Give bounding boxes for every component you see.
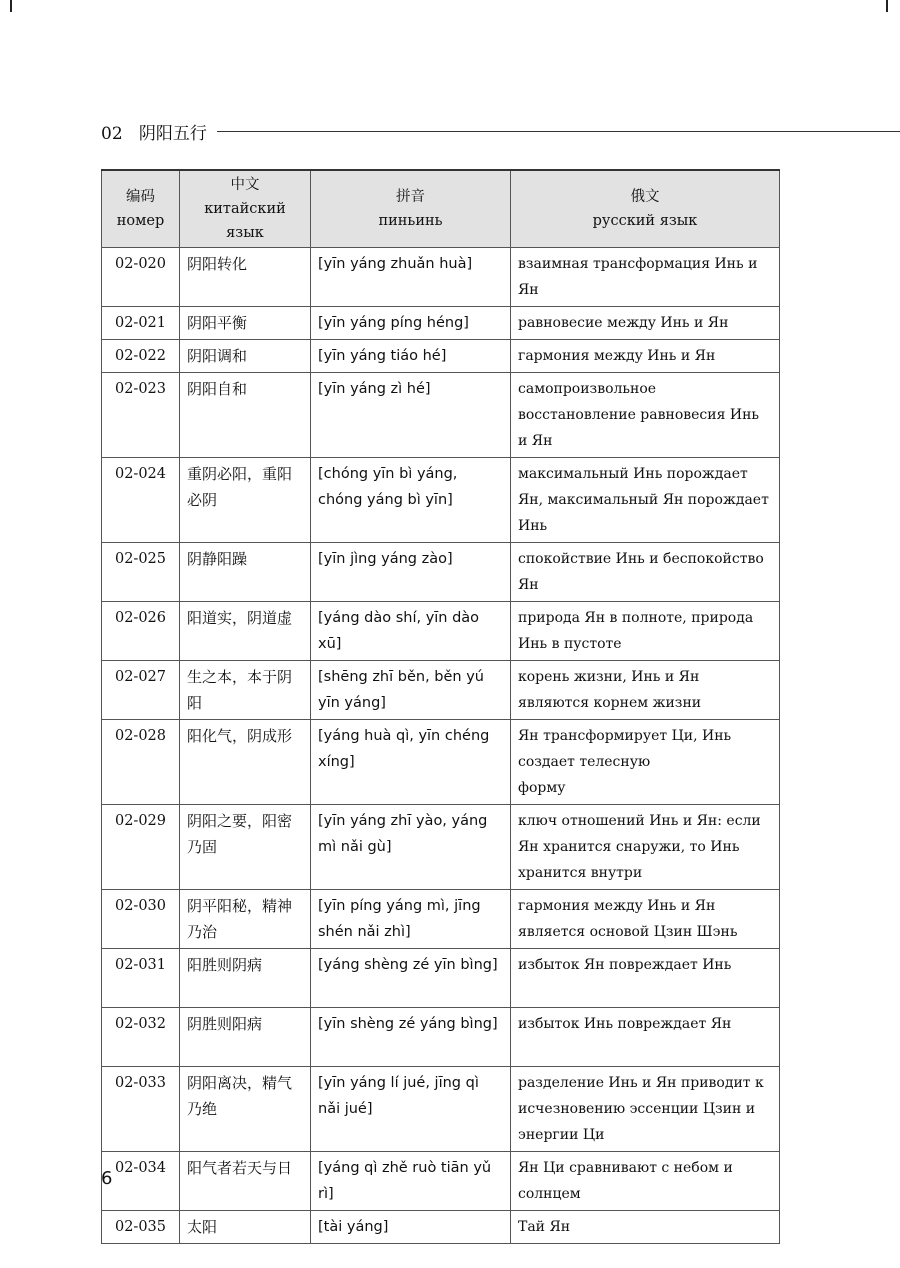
table-row: [102, 720, 780, 805]
entry-pinyin: [yīn píng yáng mì, jīng shén nǎi zhì]: [311, 890, 511, 949]
table-row: [102, 340, 780, 373]
entry-pinyin: [yáng dào shí, yīn dào xū]: [311, 602, 511, 661]
entry-russian: взаимная трансформация Инь и Ян: [511, 248, 780, 307]
entry-chinese: 阴静阳躁: [180, 543, 311, 602]
entry-pinyin: [yīn jìng yáng zào]: [311, 543, 511, 602]
entry-chinese: 阳化气，阴成形: [180, 720, 311, 805]
vocabulary-table: [101, 169, 780, 1244]
entry-russian: Ян трансформирует Ци, Инь создает телесную форму: [511, 720, 780, 805]
entry-code: 02-034: [102, 1152, 180, 1211]
table-row: [102, 1067, 780, 1152]
entry-chinese: 阴平阳秘，精神乃治: [180, 890, 311, 949]
entry-russian: самопроизвольное восстановление равновесия Инь и Ян: [511, 373, 780, 458]
table-row: [102, 1008, 780, 1067]
entry-code: 02-026: [102, 602, 180, 661]
entry-pinyin: [shēng zhī běn, běn yú yīn yáng]: [311, 661, 511, 720]
crop-mark-right: [886, 0, 888, 12]
entry-russian: равновесие между Инь и Ян: [511, 307, 780, 340]
table-row: [102, 373, 780, 458]
entry-pinyin: [yáng shèng zé yīn bìng]: [311, 949, 511, 1008]
entry-pinyin: [yīn yáng píng héng]: [311, 307, 511, 340]
entry-pinyin: [yīn shèng zé yáng bìng]: [311, 1008, 511, 1067]
entry-pinyin: [chóng yīn bì yáng, chóng yáng bì yīn]: [311, 458, 511, 543]
entry-code: 02-028: [102, 720, 180, 805]
table-header-row: [102, 170, 780, 248]
entry-chinese: 太阳: [180, 1211, 311, 1244]
table-row: [102, 890, 780, 949]
column-header-chinese: 中文 китайский язык: [180, 170, 311, 248]
entry-code: 02-020: [102, 248, 180, 307]
table-body: [102, 248, 780, 1244]
entry-russian: избыток Инь повреждает Ян: [511, 1008, 780, 1067]
entry-pinyin: [yīn yáng lí jué, jīng qì nǎi jué]: [311, 1067, 511, 1152]
entry-pinyin: [yīn yáng tiáo hé]: [311, 340, 511, 373]
entry-pinyin: [yīn yáng zhī yào, yáng mì nǎi gù]: [311, 805, 511, 890]
entry-code: 02-030: [102, 890, 180, 949]
entry-chinese: 阴阳转化: [180, 248, 311, 307]
entry-russian: корень жизни, Инь и Ян являются корнем жизни: [511, 661, 780, 720]
table-row: [102, 248, 780, 307]
entry-chinese: 阳气者若天与日: [180, 1152, 311, 1211]
entry-pinyin: [yáng qì zhě ruò tiān yǔ rì]: [311, 1152, 511, 1211]
entry-code: 02-022: [102, 340, 180, 373]
chapter-heading: [101, 119, 207, 144]
entry-russian: гармония между Инь и Ян: [511, 340, 780, 373]
entry-code: 02-031: [102, 949, 180, 1008]
entry-chinese: 阴阳离决，精气乃绝: [180, 1067, 311, 1152]
entry-pinyin: [tài yáng]: [311, 1211, 511, 1244]
entry-code: 02-027: [102, 661, 180, 720]
entry-code: 02-033: [102, 1067, 180, 1152]
table-header: [102, 170, 780, 248]
entry-chinese: 阴胜则阳病: [180, 1008, 311, 1067]
entry-code: 02-035: [102, 1211, 180, 1244]
page-number: 6: [101, 1168, 113, 1189]
entry-chinese: 阴阳调和: [180, 340, 311, 373]
entry-chinese: 重阴必阳，重阳必阴: [180, 458, 311, 543]
entry-chinese: 阳道实，阴道虚: [180, 602, 311, 661]
entry-pinyin: [yīn yáng zì hé]: [311, 373, 511, 458]
entry-chinese: 阴阳自和: [180, 373, 311, 458]
header-rule: [217, 131, 900, 132]
crop-mark-left: [10, 0, 12, 12]
entry-pinyin: [yáng huà qì, yīn chéng xíng]: [311, 720, 511, 805]
entry-russian: спокойствие Инь и беспокойство Ян: [511, 543, 780, 602]
entry-russian: избыток Ян повреждает Инь: [511, 949, 780, 1008]
entry-russian: гармония между Инь и Ян является основой Цзин Шэнь: [511, 890, 780, 949]
chapter-header: [101, 118, 900, 144]
table-row: [102, 307, 780, 340]
entry-chinese: 阴阳之要，阳密乃固: [180, 805, 311, 890]
entry-chinese: 阳胜则阴病: [180, 949, 311, 1008]
entry-russian: Ян Ци сравнивают с небом и солнцем: [511, 1152, 780, 1211]
table-row: [102, 543, 780, 602]
entry-russian: максимальный Инь порождает Ян, максимальный Ян порождает Инь: [511, 458, 780, 543]
table-row: [102, 458, 780, 543]
entry-code: 02-021: [102, 307, 180, 340]
entry-code: 02-024: [102, 458, 180, 543]
table-row: [102, 949, 780, 1008]
entry-chinese: 生之本，本于阴阳: [180, 661, 311, 720]
entry-chinese: 阴阳平衡: [180, 307, 311, 340]
table-row: [102, 602, 780, 661]
entry-russian: природа Ян в полноте, природа Инь в пустоте: [511, 602, 780, 661]
entry-russian: Тай Ян: [511, 1211, 780, 1244]
entry-russian: ключ отношений Инь и Ян: если Ян хранится снаружи, то Инь хранится внутри: [511, 805, 780, 890]
column-header-russian: 俄文 русский язык: [511, 170, 780, 248]
entry-code: 02-023: [102, 373, 180, 458]
table-row: [102, 1211, 780, 1244]
table-row: [102, 1152, 780, 1211]
column-header-pinyin: 拼音 пиньинь: [311, 170, 511, 248]
chapter-number: 02: [101, 123, 123, 144]
entry-code: 02-029: [102, 805, 180, 890]
entry-russian: разделение Инь и Ян приводит к исчезновению эссенции Цзин и энергии Ци: [511, 1067, 780, 1152]
entry-code: 02-032: [102, 1008, 180, 1067]
chapter-title: 阴阳五行: [138, 123, 207, 144]
column-header-code: 编码 номер: [102, 170, 180, 248]
table-row: [102, 661, 780, 720]
entry-pinyin: [yīn yáng zhuǎn huà]: [311, 248, 511, 307]
table-row: [102, 805, 780, 890]
entry-code: 02-025: [102, 543, 180, 602]
